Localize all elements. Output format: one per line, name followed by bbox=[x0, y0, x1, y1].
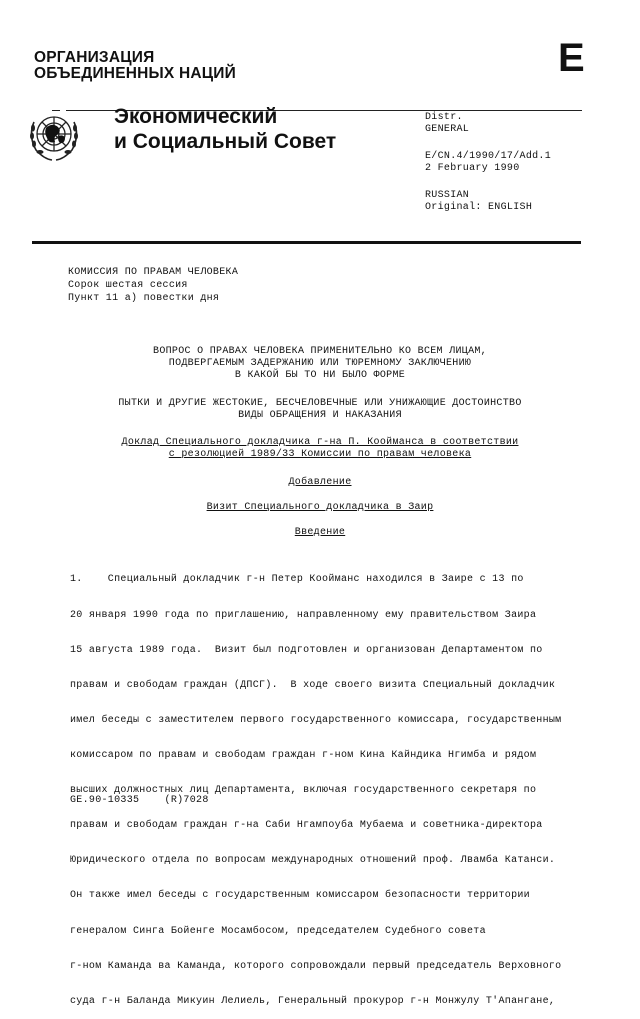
council-line-2: и Социальный Совет bbox=[114, 130, 337, 153]
question-title bbox=[60, 346, 580, 382]
commission-name: КОМИССИЯ ПО ПРАВАМ ЧЕЛОВЕКА bbox=[68, 267, 239, 278]
question-line-2: ПОДВЕРГАЕМЫМ ЗАДЕРЖАНИЮ ИЛИ ТЮРЕМНОМУ ЗАКЛЮЧЕНИЮ bbox=[168, 358, 472, 369]
paragraph-line: комиссаром по правам и свободам граждан г-ном Кина Кайндика Нгимба и рядом bbox=[70, 749, 537, 761]
org-line-1: ОРГАНИЗАЦИЯ bbox=[34, 49, 155, 66]
commission-block bbox=[68, 266, 238, 305]
report-title bbox=[60, 437, 580, 461]
torture-title bbox=[60, 398, 580, 422]
original-language: Original: ENGLISH bbox=[425, 202, 533, 213]
report-line-2: с резолюцией 1989/33 Комиссии по правам человека bbox=[168, 449, 472, 460]
addendum-heading: Добавление bbox=[288, 477, 352, 488]
paragraph-line: г-ном Каманда ва Каманда, которого сопровождали первый председатель Верховного bbox=[70, 960, 562, 972]
paragraph-1 bbox=[70, 551, 561, 1019]
paragraph-line: правам и свободам граждан (ДПСГ). В ходе своего визита Специальный докладчик bbox=[70, 679, 556, 691]
header-bottom-rule bbox=[32, 241, 581, 244]
session-name: Сорок шестая сессия bbox=[68, 280, 188, 291]
paragraph-line: 1. Специальный докладчик г-н Петер Коойманс находился в Заире с 13 по bbox=[70, 574, 524, 586]
paragraph-line: Юридического отдела по вопросам международных отношений проф. Лвамба Катанси. bbox=[70, 855, 556, 867]
distr-label: Distr. bbox=[425, 112, 463, 123]
torture-line-1: ПЫТКИ И ДРУГИЕ ЖЕСТОКИЕ, БЕСЧЕЛОВЕЧНЫЕ ИЛИ УНИЖАЮЩИЕ ДОСТОИНСТВО bbox=[118, 398, 522, 409]
agenda-item: Пункт 11 а) повестки дня bbox=[68, 293, 220, 304]
council-title bbox=[114, 104, 336, 154]
question-line-3: В КАКОЙ БЫ ТО НИ БЫЛО ФОРМЕ bbox=[234, 370, 406, 381]
distribution-value: GENERAL bbox=[425, 124, 470, 135]
job-number: GE.90-10335 (R)7028 bbox=[70, 795, 209, 806]
symbol-block bbox=[425, 151, 551, 175]
distribution-block bbox=[425, 112, 469, 136]
report-line-1: Доклад Специального докладчика г-на П. Коойманса в соответствии bbox=[121, 437, 519, 448]
language-block bbox=[425, 190, 532, 214]
paragraph-line: имел беседы с заместителем первого государственного комиссара, государственным bbox=[70, 714, 562, 726]
paragraph-line: 20 января 1990 года по приглашению, направленному ему правительством Заира bbox=[70, 609, 537, 621]
un-emblem-icon bbox=[26, 108, 82, 164]
document-date: 2 February 1990 bbox=[425, 163, 520, 174]
paragraph-line: Он также имел беседы с государственным комиссаром безопасности территории bbox=[70, 890, 530, 902]
paragraph-line: правам и свободам граждан г-на Саби Нгампоуба Мубаема и советника-директора bbox=[70, 820, 543, 832]
org-line-2: ОБЪЕДИНЕННЫХ НАЦИЙ bbox=[34, 65, 236, 82]
paragraph-line: высших должностных лиц Департамента, включая государственного секретаря по bbox=[70, 785, 537, 797]
organization-name bbox=[34, 50, 236, 82]
paragraph-line: генералом Сингa Бойенге Мосамбосом, председателем Судебного совета bbox=[70, 925, 486, 937]
language-letter: E bbox=[558, 36, 585, 80]
council-line-1: Экономический bbox=[114, 105, 278, 128]
document-symbol: E/CN.4/1990/17/Add.1 bbox=[425, 151, 552, 162]
paragraph-line: суда г-н Баланда Микуин Лелиель, Генеральный прокурор г-н Монжулу Т'Апангане, bbox=[70, 995, 556, 1007]
introduction-heading: Введение bbox=[294, 527, 346, 538]
document-language: RUSSIAN bbox=[425, 190, 470, 201]
torture-line-2: ВИДЫ ОБРАЩЕНИЯ И НАКАЗАНИЯ bbox=[238, 410, 402, 421]
paragraph-line: 15 августа 1989 года. Визит был подготовлен и организован Департаментом по bbox=[70, 644, 543, 656]
question-line-1: ВОПРОС О ПРАВАХ ЧЕЛОВЕКА ПРИМЕНИТЕЛЬНО КО ВСЕМ ЛИЦАМ, bbox=[153, 346, 487, 357]
visit-heading: Визит Специального докладчика в Заир bbox=[206, 502, 434, 513]
